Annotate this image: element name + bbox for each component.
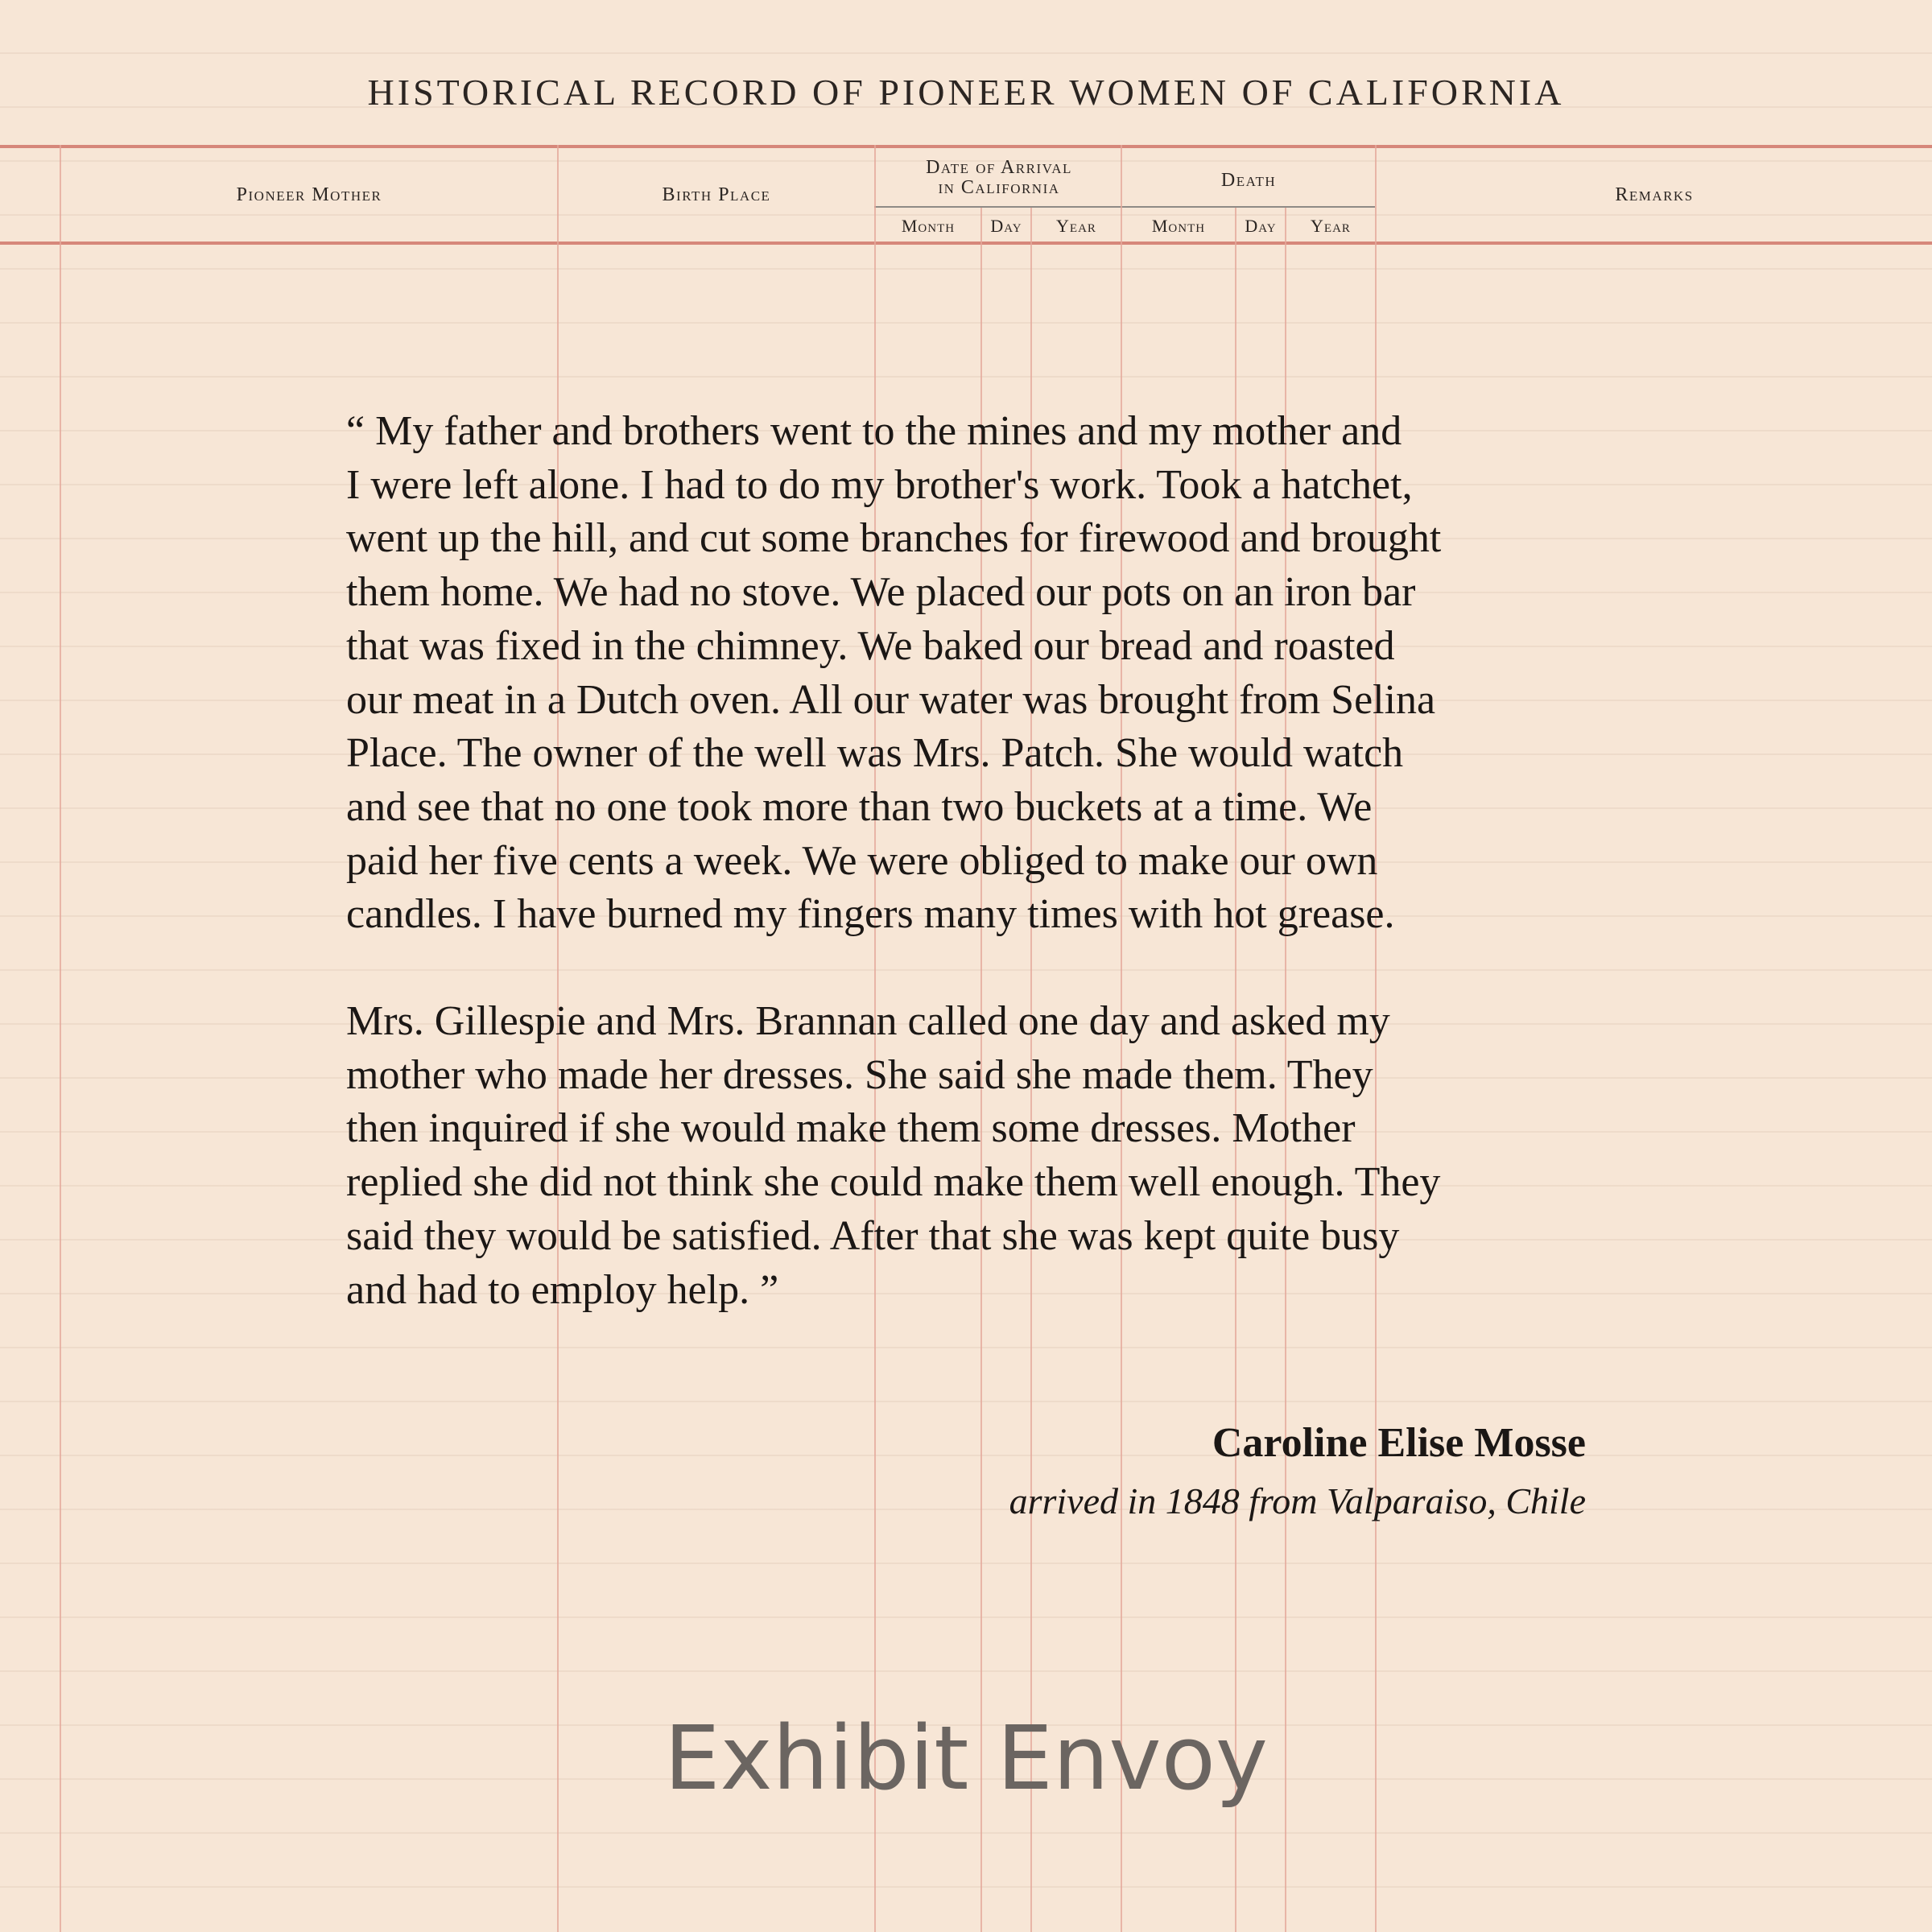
subheader-arrival-year: Year xyxy=(1056,216,1096,236)
subheader-arrival-day: Day xyxy=(990,216,1022,236)
page-title: HISTORICAL RECORD OF PIONEER WOMEN OF CALIFORNIA xyxy=(367,72,1565,113)
subheader-death-month: Month xyxy=(1151,216,1206,236)
quote-paragraph-1: “ My father and brothers went to the mines and my mother and I were left alone. I had to do my brother's work. Took a hatchet, went up the hill, and cut some branches for firewood and brought them home. We had no stove. We placed our pots on an iron bar that was fixed in the chimney. We baked our bread and roasted our meat in a Dutch oven. All our water was brought from Selina Place. The owner of the well was Mrs. Patch. She would watch and see that no one took more than two buckets at a time. We paid her five cents a week. We were obliged to make our own candles. I have burned my fingers many times with hot grease. xyxy=(346,408,1442,938)
column-header-birth-place: Birth Place xyxy=(662,184,771,205)
author-name: Caroline Elise Mosse xyxy=(1212,1420,1586,1466)
subheader-death-year: Year xyxy=(1311,216,1351,236)
quote-paragraph-2: Mrs. Gillespie and Mrs. Brannan called one day and asked my mother who made her dresses. She said she made them. They then inquired if she would make them some dresses. Mother replied she did not think she could make them well enough. They said they would be satisfied. After that she was kept quite busy and had to employ help. ” xyxy=(346,998,1441,1313)
header-top-rule xyxy=(0,145,1932,148)
death-subheader-rule xyxy=(1125,206,1375,208)
column-line-margin xyxy=(60,145,61,1932)
arrival-subheader-rule xyxy=(874,206,1125,208)
subheader-arrival-month: Month xyxy=(901,216,956,236)
arrival-header-line2: in California xyxy=(938,177,1060,198)
column-header-death: Death xyxy=(1220,170,1277,191)
header-bottom-rule xyxy=(0,242,1932,245)
column-header-pioneer-mother: Pioneer Mother xyxy=(236,184,382,205)
column-header-remarks: Remarks xyxy=(1615,184,1694,205)
watermark-text: Exhibit Envoy xyxy=(663,1707,1269,1810)
arrival-header-line1: Date of Arrival xyxy=(926,157,1072,178)
subheader-death-day: Day xyxy=(1245,216,1277,236)
column-header-arrival xyxy=(876,158,1122,198)
author-arrival-note: arrived in 1848 from Valparaiso, Chile xyxy=(1009,1480,1586,1521)
